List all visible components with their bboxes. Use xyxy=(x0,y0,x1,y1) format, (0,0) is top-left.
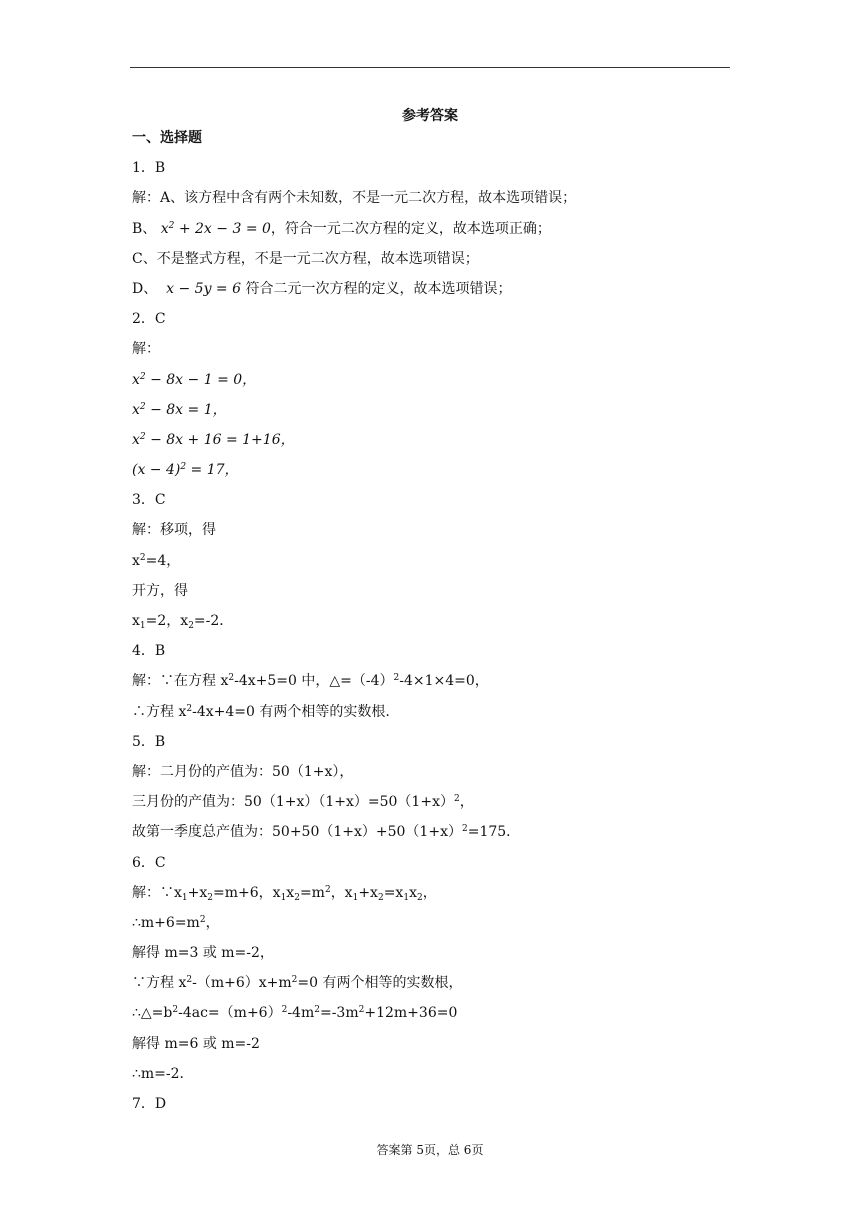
q1-option-d xyxy=(132,274,732,304)
q1-b-prefix: B、 xyxy=(132,220,157,237)
q5-label: 5．B xyxy=(132,733,166,750)
q3-label: 3．C xyxy=(132,492,166,509)
q4-line-1: 解：∵在方程 $x^2-4x+5=0$ 中，$\triangle=(-4)^2-4\times 1\times 4=0$， xyxy=(132,673,489,690)
section-heading: 一、选择题 xyxy=(132,130,202,146)
q1-d-text: 符合二元一次方程的定义，故本选项错误； xyxy=(245,280,512,297)
q1-label: 1．B xyxy=(132,160,166,177)
q6-line-5: $\therefore\triangle=b^2-4ac=(m+6)^2-4m^2=-3m^2+12m+36=0$ xyxy=(132,1005,458,1022)
q3-line-3: 开方，得 xyxy=(132,582,188,599)
q6-line-6: 解得 m=6 或 m=-2 xyxy=(132,1035,260,1052)
q2-step-2: $x^2 - 8x = 1$， xyxy=(132,401,227,418)
q1-b-equation: $x^2 + 2x - 3 = 0$ xyxy=(160,220,271,237)
q2-label: 2．C xyxy=(132,311,166,328)
q3-line-2: $x^2=4$， xyxy=(132,552,181,569)
q1-b-text: ，符合一元二次方程的定义，故本选项正确； xyxy=(270,220,551,237)
q3-line-4: $x_1=2$，$x_2=-2$． xyxy=(132,613,234,631)
page-title: 参考答案 xyxy=(402,108,458,124)
q6-line-2: $\therefore m+6=m^2$， xyxy=(132,914,220,931)
q6-label: 6．C xyxy=(132,854,166,871)
q6-line-1: 解：$\because x_1+x_2=m+6$，$x_1x_2=m^2$，$x_1+x_2=x_1x_2$， xyxy=(132,884,437,903)
q6-line-4: ∵方程 $x^2-(m+6)x+m^2=0$ 有两个相等的实数根， xyxy=(132,975,463,992)
q2-intro: 解： xyxy=(132,341,160,358)
q5-line-2: 三月份的产值为：$50(1+x)(1+x)=50(1+x)^2$， xyxy=(132,794,474,811)
q1-d-equation: x − 5y = 6 xyxy=(166,280,242,297)
q2-step-1: $x^2 - 8x - 1 = 0$， xyxy=(132,371,257,388)
q5-line-3: 故第一季度总产值为：$50+50(1+x)+50(1+x)^2=175$． xyxy=(132,824,521,841)
q1-option-b xyxy=(132,214,732,244)
header-rule xyxy=(130,67,730,68)
page-footer: 答案第 5页，总 6页 xyxy=(376,1143,484,1157)
q5-line-1: 解：二月份的产值为：50（1+x）， xyxy=(132,763,354,780)
q1-d-prefix: D、 xyxy=(132,280,158,297)
answer-content xyxy=(132,123,732,1119)
q4-label: 4．B xyxy=(132,643,166,660)
q2-step-4: $(x - 4)^2 = 17$， xyxy=(132,462,239,479)
q2-step-3: $x^2 - 8x + 16 = 1+16$， xyxy=(132,431,295,448)
q6-line-3: 解得 m=3 或 m=-2， xyxy=(132,945,274,962)
q1-option-a: 解：A、该方程中含有两个未知数，不是一元二次方程，故本选项错误； xyxy=(132,190,577,207)
q1-option-c: C、不是整式方程，不是一元二次方程，故本选项错误； xyxy=(132,250,479,267)
q7-label: 7．D xyxy=(132,1096,167,1112)
q3-line-1: 解：移项，得 xyxy=(132,522,216,539)
q6-line-7: ∴m=-2． xyxy=(132,1065,194,1082)
q4-line-2: ∴方程 $x^2-4x+4=0$ 有两个相等的实数根. xyxy=(132,703,390,720)
